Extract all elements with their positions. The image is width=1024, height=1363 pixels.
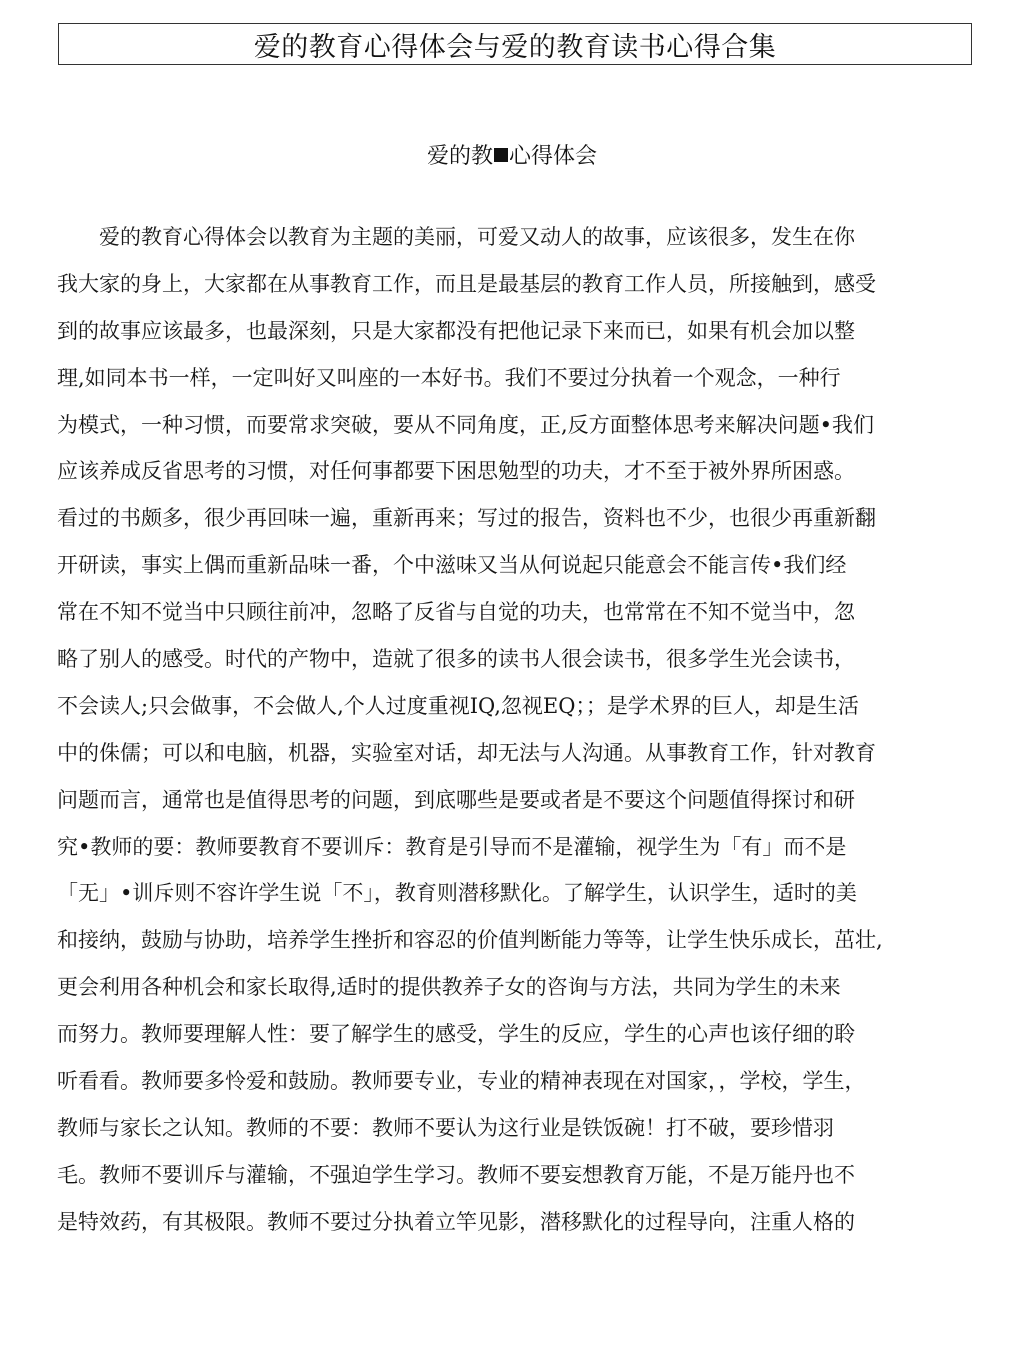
text-line: 毛。教师不要训斥与灌输，不强迫学生学习。教师不要妄想教育万能，不是万能丹也不	[57, 1162, 855, 1187]
text-line: 开研读，事实上偶而重新品味一番，个中滋味又当从何说起只能意会不能言传•我们经	[57, 553, 847, 578]
text-line: 「无」•训斥则不容许学生说「不」，教育则潜移默化。了解学生，认识学生，适时的美	[57, 881, 857, 906]
text-line: 到的故事应该最多，也最深刻，只是大家都没有把他记录下来而已，如果有机会加以整	[57, 318, 855, 343]
text-line: 看过的书颇多，很少再回味一遍，重新再来；写过的报告，资料也不少，也很少再重新翻	[57, 506, 876, 531]
text-line: 和接纳，鼓励与协助，培养学生挫折和容忍的价值判断能力等等，让学生快乐成长，茁壮,	[57, 928, 883, 953]
text-line: 教师与家长之认知。教师的不要：教师不要认为这行业是铁饭碗！打不破，要珍惜羽	[57, 1115, 834, 1140]
text-line: 而努力。教师要理解人性：要了解学生的感受，学生的反应，学生的心声也该仔细的聆	[57, 1022, 855, 1047]
section-heading-left: 爱的教	[426, 144, 493, 169]
document-title: 爱的教育心得体会与爱的教育读书心得合集	[253, 31, 777, 63]
text-line: 为模式，一种习惯，而要常求突破，要从不同角度，正,反方面整体思考来解决问题•我们	[57, 412, 875, 437]
document-title-box	[58, 23, 972, 65]
text-line: 应该养成反省思考的习惯，对任何事都要下困思勉型的功夫，才不至于被外界所困惑。	[57, 459, 855, 484]
text-line: 我大家的身上，大家都在从事教育工作，而且是最基层的教育工作人员，所接触到，感受	[57, 271, 876, 296]
text-line: 究•教师的要：教师要教育不要训斥：教育是引导而不是灌输，视学生为「有」而不是	[57, 834, 847, 859]
section-heading-right: 心得体会	[509, 144, 598, 169]
text-line: 听看看。教师要多怜爱和鼓励。教师要专业，专业的精神表现在对国家，，学校，学生，	[57, 1069, 866, 1094]
text-line: 爱的教育心得体会以教育为主题的美丽，可爱又动人的故事，应该很多，发生在你	[57, 225, 855, 249]
section-heading	[0, 140, 1024, 174]
text-line: 更会利用各种机会和家长取得,适时的提供教养子女的咨询与方法，共同为学生的未来	[57, 975, 841, 1000]
text-line: 理,如同本书一样，一定叫好又叫座的一本好书。我们不要过分执着一个观念，一种行	[57, 365, 841, 390]
text-line: 常在不知不觉当中只顾往前冲，忽略了反省与自觉的功夫，也常常在不知不觉当中，忽	[57, 600, 855, 625]
text-line: 不会读人;只会做事，不会做人,个人过度重视IQ,忽视EQ；；是学术界的巨人，却是生活	[57, 693, 859, 718]
scan-artifact-icon	[494, 148, 508, 162]
text-line: 问题而言，通常也是值得思考的问题，到底哪些是要或者是不要这个问题值得探讨和研	[57, 787, 855, 812]
body-paragraph	[57, 218, 957, 1250]
text-line: 略了别人的感受。时代的产物中，造就了很多的读书人很会读书，很多学生光会读书，	[57, 647, 855, 672]
text-line: 中的侏儒；可以和电脑，机器，实验室对话，却无法与人沟通。从事教育工作，针对教育	[57, 740, 876, 765]
text-line: 是特效药，有其极限。教师不要过分执着立竿见影，潜移默化的过程导向，注重人格的	[57, 1209, 855, 1234]
